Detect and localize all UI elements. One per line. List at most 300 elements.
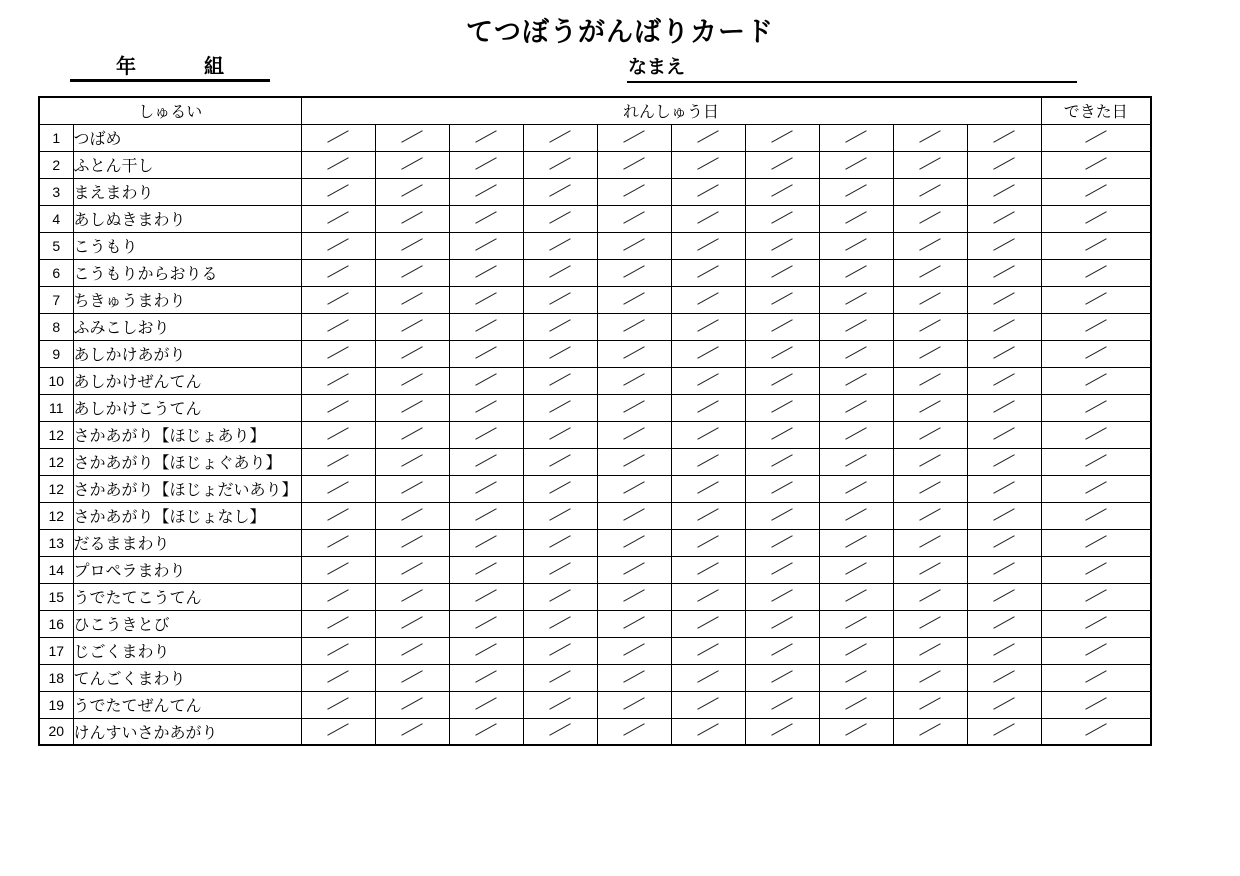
practice-day-cell bbox=[893, 394, 967, 421]
row-number: 13 bbox=[39, 529, 73, 556]
slash-mark-icon bbox=[845, 157, 866, 170]
practice-day-cell bbox=[597, 151, 671, 178]
practice-day-cell bbox=[523, 232, 597, 259]
practice-day-cell bbox=[967, 421, 1041, 448]
practice-day-cell bbox=[523, 394, 597, 421]
practice-day-cell bbox=[893, 718, 967, 745]
practice-day-cell bbox=[449, 124, 523, 151]
practice-day-cell bbox=[301, 610, 375, 637]
practice-day-cell bbox=[375, 556, 449, 583]
slash-mark-icon bbox=[771, 670, 792, 683]
practice-day-cell bbox=[671, 286, 745, 313]
practice-day-cell bbox=[819, 286, 893, 313]
practice-day-cell bbox=[449, 691, 523, 718]
practice-day-cell bbox=[301, 367, 375, 394]
practice-day-cell bbox=[671, 232, 745, 259]
slash-mark-icon bbox=[919, 535, 940, 548]
slash-mark-icon bbox=[475, 400, 496, 413]
practice-day-cell bbox=[893, 610, 967, 637]
practice-day-cell bbox=[819, 340, 893, 367]
slash-mark-icon bbox=[845, 454, 866, 467]
slash-mark-icon bbox=[993, 589, 1014, 602]
slash-mark-icon bbox=[401, 643, 422, 656]
slash-mark-icon bbox=[919, 265, 940, 278]
row-number: 8 bbox=[39, 313, 73, 340]
practice-day-cell bbox=[819, 178, 893, 205]
practice-day-cell bbox=[745, 610, 819, 637]
practice-day-cell bbox=[375, 367, 449, 394]
slash-mark-icon bbox=[401, 723, 422, 736]
practice-day-cell bbox=[819, 691, 893, 718]
slash-mark-icon bbox=[475, 346, 496, 359]
slash-mark-icon bbox=[549, 697, 570, 710]
slash-mark-icon bbox=[549, 535, 570, 548]
practice-day-cell bbox=[301, 664, 375, 691]
practice-day-cell bbox=[819, 232, 893, 259]
done-day-cell bbox=[1041, 421, 1151, 448]
slash-mark-icon bbox=[327, 697, 348, 710]
practice-day-cell bbox=[967, 583, 1041, 610]
slash-mark-icon bbox=[475, 589, 496, 602]
slash-mark-icon bbox=[327, 508, 348, 521]
done-day-cell bbox=[1041, 178, 1151, 205]
practice-day-cell bbox=[301, 691, 375, 718]
header-done-day: できた日 bbox=[1041, 97, 1151, 124]
table-row bbox=[39, 502, 1151, 529]
slash-mark-icon bbox=[549, 454, 570, 467]
slash-mark-icon bbox=[993, 562, 1014, 575]
practice-day-cell bbox=[819, 475, 893, 502]
slash-mark-icon bbox=[1085, 157, 1106, 170]
slash-mark-icon bbox=[623, 373, 644, 386]
practice-day-cell bbox=[967, 502, 1041, 529]
slash-mark-icon bbox=[327, 723, 348, 736]
table-row bbox=[39, 367, 1151, 394]
practice-day-cell bbox=[671, 583, 745, 610]
exercise-name: さかあがり【ほじょなし】 bbox=[73, 502, 301, 529]
practice-day-cell bbox=[301, 448, 375, 475]
practice-day-cell bbox=[301, 421, 375, 448]
grade-class-field bbox=[70, 52, 270, 82]
slash-mark-icon bbox=[549, 427, 570, 440]
practice-day-cell bbox=[893, 556, 967, 583]
slash-mark-icon bbox=[697, 508, 718, 521]
practice-day-cell bbox=[893, 583, 967, 610]
practice-day-cell bbox=[375, 124, 449, 151]
practice-day-cell bbox=[375, 178, 449, 205]
slash-mark-icon bbox=[993, 643, 1014, 656]
slash-mark-icon bbox=[549, 238, 570, 251]
row-number: 14 bbox=[39, 556, 73, 583]
slash-mark-icon bbox=[401, 211, 422, 224]
name-field bbox=[627, 54, 1077, 83]
practice-day-cell bbox=[671, 124, 745, 151]
practice-day-cell bbox=[523, 718, 597, 745]
exercise-name: まえまわり bbox=[73, 178, 301, 205]
slash-mark-icon bbox=[697, 589, 718, 602]
practice-day-cell bbox=[523, 259, 597, 286]
practice-day-cell bbox=[745, 718, 819, 745]
row-number: 5 bbox=[39, 232, 73, 259]
practice-day-cell bbox=[523, 556, 597, 583]
slash-mark-icon bbox=[845, 643, 866, 656]
slash-mark-icon bbox=[993, 697, 1014, 710]
practice-day-cell bbox=[449, 421, 523, 448]
practice-day-cell bbox=[301, 151, 375, 178]
slash-mark-icon bbox=[549, 589, 570, 602]
slash-mark-icon bbox=[475, 670, 496, 683]
practice-day-cell bbox=[523, 124, 597, 151]
practice-day-cell bbox=[745, 421, 819, 448]
slash-mark-icon bbox=[401, 184, 422, 197]
table-row bbox=[39, 205, 1151, 232]
slash-mark-icon bbox=[401, 697, 422, 710]
slash-mark-icon bbox=[401, 562, 422, 575]
practice-day-cell bbox=[597, 529, 671, 556]
slash-mark-icon bbox=[401, 238, 422, 251]
slash-mark-icon bbox=[771, 697, 792, 710]
practice-day-cell bbox=[375, 232, 449, 259]
slash-mark-icon bbox=[623, 292, 644, 305]
slash-mark-icon bbox=[623, 535, 644, 548]
slash-mark-icon bbox=[475, 427, 496, 440]
practice-day-cell bbox=[893, 259, 967, 286]
slash-mark-icon bbox=[623, 400, 644, 413]
slash-mark-icon bbox=[549, 616, 570, 629]
slash-mark-icon bbox=[771, 562, 792, 575]
practice-day-cell bbox=[523, 529, 597, 556]
done-day-cell bbox=[1041, 637, 1151, 664]
practice-day-cell bbox=[671, 448, 745, 475]
practice-day-cell bbox=[745, 556, 819, 583]
done-day-cell bbox=[1041, 124, 1151, 151]
practice-day-cell bbox=[671, 502, 745, 529]
practice-day-cell bbox=[893, 448, 967, 475]
slash-mark-icon bbox=[993, 184, 1014, 197]
table-row bbox=[39, 232, 1151, 259]
practice-day-cell bbox=[671, 529, 745, 556]
slash-mark-icon bbox=[623, 723, 644, 736]
slash-mark-icon bbox=[475, 454, 496, 467]
practice-day-cell bbox=[893, 691, 967, 718]
practice-day-cell bbox=[745, 151, 819, 178]
slash-mark-icon bbox=[401, 508, 422, 521]
slash-mark-icon bbox=[919, 157, 940, 170]
slash-mark-icon bbox=[697, 535, 718, 548]
practice-day-cell bbox=[449, 313, 523, 340]
practice-day-cell bbox=[671, 367, 745, 394]
slash-mark-icon bbox=[697, 238, 718, 251]
slash-mark-icon bbox=[845, 238, 866, 251]
practice-day-cell bbox=[597, 583, 671, 610]
practice-day-cell bbox=[671, 664, 745, 691]
practice-day-cell bbox=[819, 556, 893, 583]
slash-mark-icon bbox=[771, 238, 792, 251]
slash-mark-icon bbox=[549, 157, 570, 170]
slash-mark-icon bbox=[549, 670, 570, 683]
slash-mark-icon bbox=[919, 562, 940, 575]
practice-day-cell bbox=[375, 718, 449, 745]
practice-day-cell bbox=[597, 259, 671, 286]
practice-day-cell bbox=[745, 394, 819, 421]
practice-day-cell bbox=[375, 475, 449, 502]
slash-mark-icon bbox=[401, 670, 422, 683]
slash-mark-icon bbox=[771, 265, 792, 278]
slash-mark-icon bbox=[1085, 589, 1106, 602]
practice-day-cell bbox=[523, 367, 597, 394]
slash-mark-icon bbox=[1085, 643, 1106, 656]
slash-mark-icon bbox=[697, 670, 718, 683]
exercise-name: プロペラまわり bbox=[73, 556, 301, 583]
slash-mark-icon bbox=[1085, 373, 1106, 386]
practice-day-cell bbox=[893, 178, 967, 205]
practice-day-cell bbox=[893, 151, 967, 178]
table-row bbox=[39, 259, 1151, 286]
practice-day-cell bbox=[597, 286, 671, 313]
practice-day-cell bbox=[819, 637, 893, 664]
row-number: 17 bbox=[39, 637, 73, 664]
practice-day-cell bbox=[819, 718, 893, 745]
practice-day-cell bbox=[375, 286, 449, 313]
slash-mark-icon bbox=[623, 265, 644, 278]
slash-mark-icon bbox=[401, 157, 422, 170]
slash-mark-icon bbox=[623, 238, 644, 251]
slash-mark-icon bbox=[845, 265, 866, 278]
practice-day-cell bbox=[523, 583, 597, 610]
slash-mark-icon bbox=[327, 292, 348, 305]
exercise-name: うでたてこうてん bbox=[73, 583, 301, 610]
practice-day-cell bbox=[449, 259, 523, 286]
practice-day-cell bbox=[597, 340, 671, 367]
practice-day-cell bbox=[449, 286, 523, 313]
grade-label: 年 bbox=[116, 56, 136, 78]
slash-mark-icon bbox=[845, 562, 866, 575]
practice-day-cell bbox=[967, 340, 1041, 367]
header-row bbox=[39, 97, 1151, 124]
slash-mark-icon bbox=[327, 535, 348, 548]
practice-day-cell bbox=[745, 502, 819, 529]
slash-mark-icon bbox=[919, 454, 940, 467]
practice-day-cell bbox=[449, 637, 523, 664]
practice-day-cell bbox=[449, 367, 523, 394]
slash-mark-icon bbox=[475, 292, 496, 305]
practice-day-cell bbox=[301, 259, 375, 286]
practice-day-cell bbox=[967, 151, 1041, 178]
slash-mark-icon bbox=[549, 130, 570, 143]
practice-day-cell bbox=[819, 367, 893, 394]
slash-mark-icon bbox=[697, 130, 718, 143]
done-day-cell bbox=[1041, 313, 1151, 340]
row-number: 12 bbox=[39, 475, 73, 502]
practice-day-cell bbox=[523, 610, 597, 637]
slash-mark-icon bbox=[1085, 508, 1106, 521]
slash-mark-icon bbox=[919, 616, 940, 629]
row-number: 11 bbox=[39, 394, 73, 421]
done-day-cell bbox=[1041, 583, 1151, 610]
table-row bbox=[39, 529, 1151, 556]
slash-mark-icon bbox=[401, 373, 422, 386]
slash-mark-icon bbox=[771, 535, 792, 548]
practice-day-cell bbox=[597, 475, 671, 502]
slash-mark-icon bbox=[993, 157, 1014, 170]
table-row bbox=[39, 394, 1151, 421]
practice-day-cell bbox=[449, 664, 523, 691]
practice-day-cell bbox=[967, 664, 1041, 691]
slash-mark-icon bbox=[549, 508, 570, 521]
practice-day-cell bbox=[597, 205, 671, 232]
header-type: しゅるい bbox=[39, 97, 301, 124]
slash-mark-icon bbox=[1085, 562, 1106, 575]
practice-day-cell bbox=[375, 313, 449, 340]
slash-mark-icon bbox=[549, 562, 570, 575]
slash-mark-icon bbox=[845, 589, 866, 602]
slash-mark-icon bbox=[1085, 265, 1106, 278]
practice-day-cell bbox=[967, 448, 1041, 475]
exercise-name: ちきゅうまわり bbox=[73, 286, 301, 313]
practice-day-cell bbox=[671, 556, 745, 583]
slash-mark-icon bbox=[697, 697, 718, 710]
slash-mark-icon bbox=[993, 265, 1014, 278]
practice-day-cell bbox=[301, 124, 375, 151]
slash-mark-icon bbox=[845, 346, 866, 359]
slash-mark-icon bbox=[697, 265, 718, 278]
practice-day-cell bbox=[597, 691, 671, 718]
slash-mark-icon bbox=[475, 643, 496, 656]
header-practice-days: れんしゅう日 bbox=[301, 97, 1041, 124]
practice-day-cell bbox=[449, 232, 523, 259]
slash-mark-icon bbox=[623, 697, 644, 710]
slash-mark-icon bbox=[327, 346, 348, 359]
practice-day-cell bbox=[375, 394, 449, 421]
slash-mark-icon bbox=[623, 346, 644, 359]
slash-mark-icon bbox=[697, 562, 718, 575]
practice-day-cell bbox=[967, 367, 1041, 394]
slash-mark-icon bbox=[919, 346, 940, 359]
slash-mark-icon bbox=[327, 643, 348, 656]
practice-day-cell bbox=[449, 502, 523, 529]
slash-mark-icon bbox=[771, 454, 792, 467]
table-row bbox=[39, 718, 1151, 745]
slash-mark-icon bbox=[475, 616, 496, 629]
slash-mark-icon bbox=[771, 211, 792, 224]
practice-day-cell bbox=[671, 340, 745, 367]
slash-mark-icon bbox=[919, 643, 940, 656]
done-day-cell bbox=[1041, 340, 1151, 367]
practice-day-cell bbox=[301, 313, 375, 340]
practice-day-cell bbox=[301, 394, 375, 421]
exercise-name: さかあがり【ほじょぐあり】 bbox=[73, 448, 301, 475]
done-day-cell bbox=[1041, 394, 1151, 421]
exercise-name: ふとん干し bbox=[73, 151, 301, 178]
practice-day-cell bbox=[597, 637, 671, 664]
slash-mark-icon bbox=[697, 400, 718, 413]
row-number: 12 bbox=[39, 448, 73, 475]
slash-mark-icon bbox=[475, 238, 496, 251]
row-number: 18 bbox=[39, 664, 73, 691]
exercise-name: あしかけこうてん bbox=[73, 394, 301, 421]
practice-day-cell bbox=[745, 340, 819, 367]
practice-day-cell bbox=[523, 151, 597, 178]
slash-mark-icon bbox=[327, 481, 348, 494]
practice-day-cell bbox=[375, 340, 449, 367]
row-number: 2 bbox=[39, 151, 73, 178]
slash-mark-icon bbox=[993, 427, 1014, 440]
slash-mark-icon bbox=[1085, 697, 1106, 710]
row-number: 7 bbox=[39, 286, 73, 313]
slash-mark-icon bbox=[845, 400, 866, 413]
slash-mark-icon bbox=[1085, 238, 1106, 251]
practice-day-cell bbox=[597, 124, 671, 151]
practice-day-cell bbox=[375, 691, 449, 718]
practice-day-cell bbox=[449, 529, 523, 556]
exercise-name: あしかけぜんてん bbox=[73, 367, 301, 394]
slash-mark-icon bbox=[697, 723, 718, 736]
practice-day-cell bbox=[449, 610, 523, 637]
slash-mark-icon bbox=[845, 535, 866, 548]
slash-mark-icon bbox=[1085, 481, 1106, 494]
practice-day-cell bbox=[375, 529, 449, 556]
slash-mark-icon bbox=[697, 427, 718, 440]
practice-day-cell bbox=[671, 313, 745, 340]
slash-mark-icon bbox=[1085, 723, 1106, 736]
practice-day-cell bbox=[819, 124, 893, 151]
slash-mark-icon bbox=[993, 723, 1014, 736]
practice-day-cell bbox=[819, 529, 893, 556]
practice-day-cell bbox=[745, 178, 819, 205]
practice-day-cell bbox=[819, 259, 893, 286]
slash-mark-icon bbox=[623, 481, 644, 494]
practice-day-cell bbox=[597, 313, 671, 340]
practice-day-cell bbox=[967, 124, 1041, 151]
slash-mark-icon bbox=[623, 589, 644, 602]
exercise-name: ひこうきとび bbox=[73, 610, 301, 637]
exercise-name: こうもりからおりる bbox=[73, 259, 301, 286]
practice-day-cell bbox=[671, 178, 745, 205]
done-day-cell bbox=[1041, 502, 1151, 529]
slash-mark-icon bbox=[401, 616, 422, 629]
practice-day-cell bbox=[375, 502, 449, 529]
slash-mark-icon bbox=[993, 319, 1014, 332]
slash-mark-icon bbox=[623, 454, 644, 467]
slash-mark-icon bbox=[549, 723, 570, 736]
practice-day-cell bbox=[745, 205, 819, 232]
practice-day-cell bbox=[745, 232, 819, 259]
slash-mark-icon bbox=[771, 643, 792, 656]
table-row bbox=[39, 151, 1151, 178]
slash-mark-icon bbox=[549, 211, 570, 224]
practice-day-cell bbox=[375, 610, 449, 637]
row-number: 12 bbox=[39, 421, 73, 448]
practice-day-cell bbox=[301, 205, 375, 232]
practice-day-cell bbox=[301, 583, 375, 610]
slash-mark-icon bbox=[697, 616, 718, 629]
practice-day-cell bbox=[671, 421, 745, 448]
table-row bbox=[39, 286, 1151, 313]
slash-mark-icon bbox=[623, 427, 644, 440]
table-row bbox=[39, 475, 1151, 502]
practice-day-cell bbox=[449, 475, 523, 502]
practice-day-cell bbox=[745, 529, 819, 556]
practice-day-cell bbox=[967, 610, 1041, 637]
practice-day-cell bbox=[893, 664, 967, 691]
slash-mark-icon bbox=[475, 481, 496, 494]
slash-mark-icon bbox=[327, 373, 348, 386]
exercise-table-body bbox=[39, 124, 1151, 745]
practice-day-cell bbox=[671, 475, 745, 502]
practice-day-cell bbox=[449, 151, 523, 178]
practice-day-cell bbox=[449, 583, 523, 610]
practice-day-cell bbox=[671, 205, 745, 232]
